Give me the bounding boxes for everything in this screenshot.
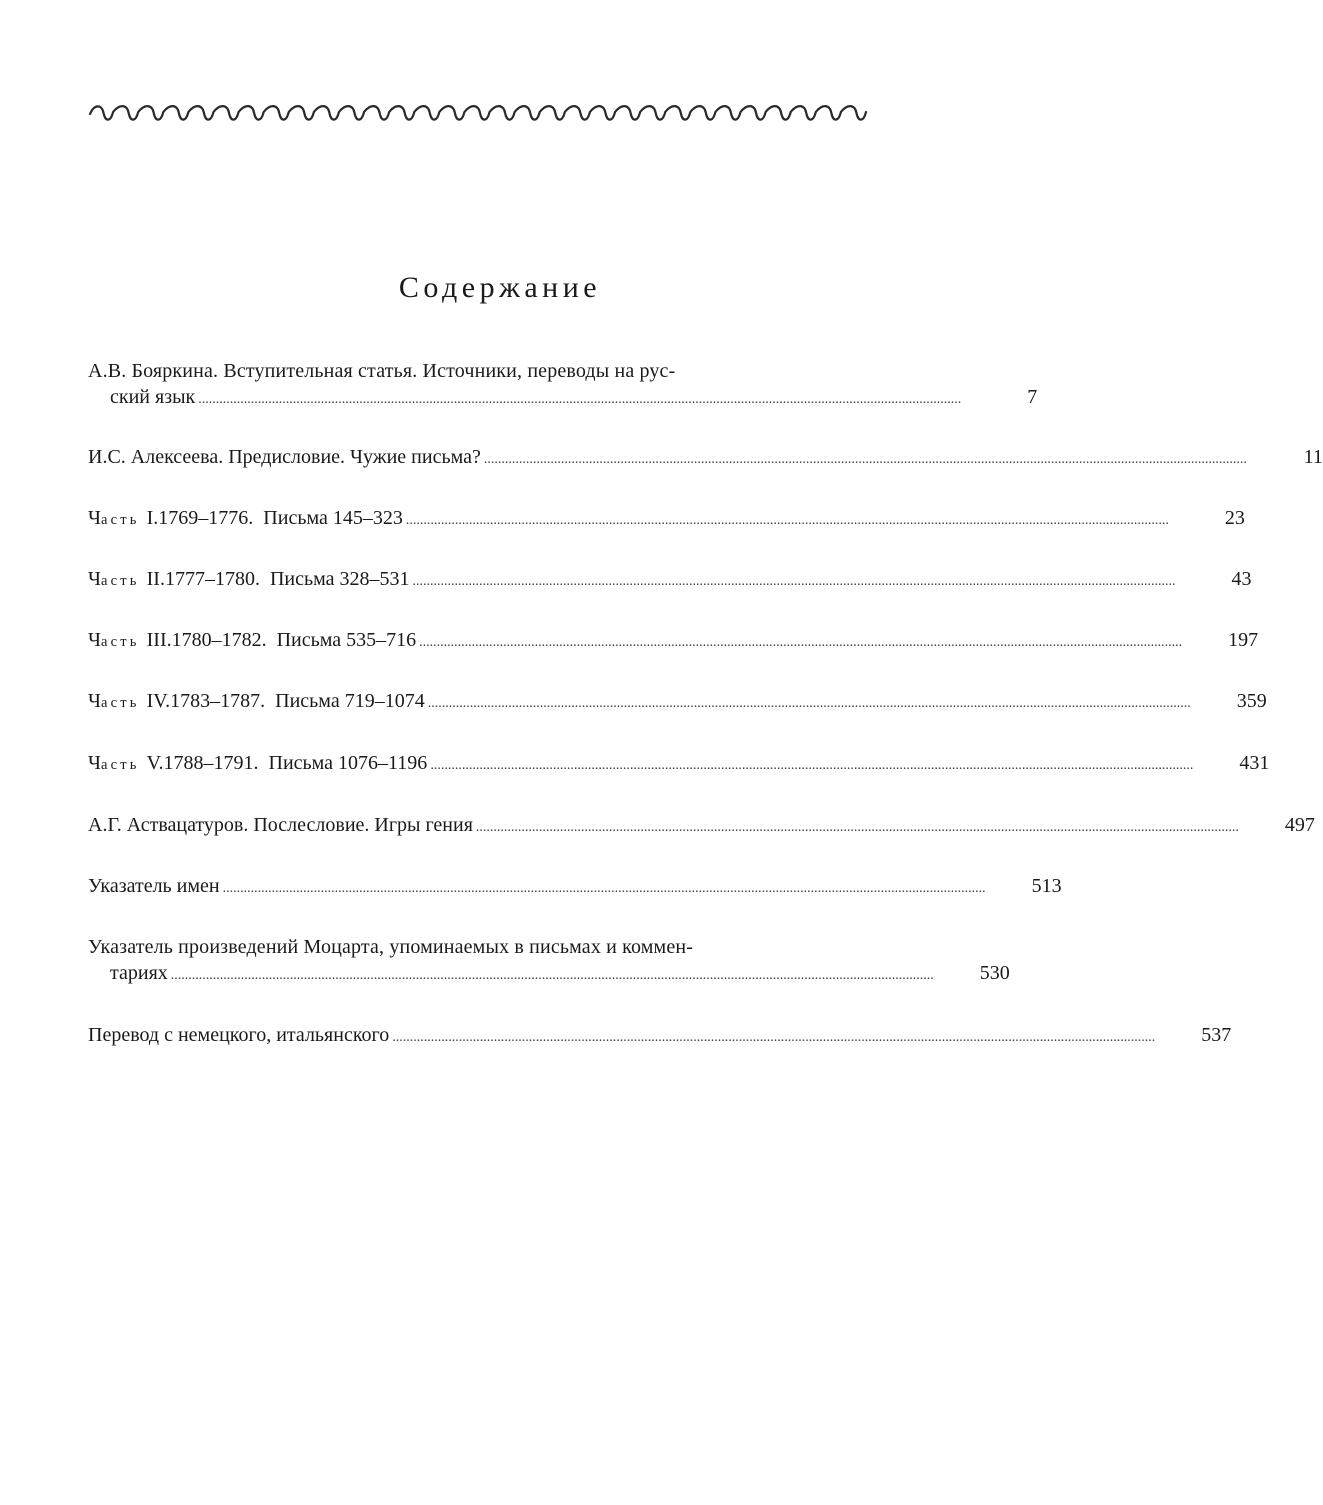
part-numeral: III.: [146, 629, 172, 651]
dot-leader: ..........................................................................................................................................................................................................................: [170, 968, 934, 983]
part-label-rest: асть: [101, 757, 140, 773]
part-label: [88, 688, 170, 716]
toc-entry-text: А.Г. Аствацатуров. Послесловие. Игры гения: [88, 814, 473, 836]
dot-leader: ..........................................................................................................................................................................................................................: [222, 881, 986, 896]
part-label-initial: Ч: [88, 568, 101, 590]
toc-entry-page: 431: [1239, 752, 1270, 774]
toc-entry-page: 197: [1228, 629, 1259, 651]
part-label-rest: асть: [101, 695, 140, 711]
part-label: [88, 566, 165, 594]
dot-leader: ..........................................................................................................................................................................................................................: [430, 758, 1194, 773]
decorative-wave-border: [88, 98, 866, 128]
toc-entry-part-1[interactable]: [88, 505, 1245, 534]
toc-entry-page: 497: [1284, 814, 1315, 836]
part-label: [88, 750, 164, 778]
part-numeral: II.: [146, 568, 165, 590]
toc-entry-intro[interactable]: [88, 358, 1038, 413]
part-label-rest: асть: [101, 573, 140, 589]
toc-entry-text-line1: А.В. Бояркина. Вступительная статья. Источники, переводы на рус-: [88, 360, 676, 382]
toc-entry-page: 530: [979, 962, 1010, 984]
toc-entry-page: 537: [1201, 1024, 1232, 1046]
toc-entry-page: 43: [1231, 568, 1252, 590]
toc-entry-text: ский язык: [110, 386, 196, 408]
toc-entry-page: 513: [1031, 875, 1062, 897]
part-numeral: V.: [146, 752, 164, 774]
page-title: Содержание: [398, 271, 602, 304]
dot-leader: ..........................................................................................................................................................................................................................: [475, 820, 1239, 835]
part-label-initial: Ч: [88, 690, 101, 712]
toc-entry-part-4[interactable]: [88, 688, 1267, 717]
dot-leader: ..........................................................................................................................................................................................................................: [483, 452, 1247, 467]
part-label-initial: Ч: [88, 752, 101, 774]
toc-entry-name-index[interactable]: [88, 873, 1062, 902]
part-label-initial: Ч: [88, 629, 101, 651]
toc-entry-preface[interactable]: [88, 444, 1323, 473]
part-numeral: IV.: [146, 690, 171, 712]
toc-entry-text: И.С. Алексеева. Предисловие. Чужие письма?: [88, 446, 481, 468]
toc-entry-translation[interactable]: [88, 1022, 1232, 1051]
part-label-rest: асть: [101, 634, 140, 650]
toc-entry-text: Перевод с немецкого, итальянского: [88, 1024, 390, 1046]
dot-leader: ..........................................................................................................................................................................................................................: [392, 1030, 1156, 1045]
toc-entry-text: 1777–1780. Письма 328–531: [164, 568, 410, 590]
toc-entry-part-2[interactable]: [88, 566, 1252, 595]
part-label-initial: Ч: [88, 507, 101, 529]
dot-leader: ..........................................................................................................................................................................................................................: [405, 513, 1169, 528]
dot-leader: ..........................................................................................................................................................................................................................: [419, 635, 1183, 650]
part-label-rest: асть: [101, 512, 140, 528]
toc-entry-part-3[interactable]: [88, 627, 1259, 656]
toc-entry-text: тариях: [110, 962, 168, 984]
toc-entry-text: 1780–1782. Письма 535–716: [171, 629, 417, 651]
dot-leader: ..........................................................................................................................................................................................................................: [427, 696, 1191, 711]
toc-entry-text-line1: Указатель произведений Моцарта, упоминаемых в письмах и коммен-: [88, 936, 694, 958]
toc-entry-afterword[interactable]: [88, 812, 1315, 841]
toc-entry-page: 7: [1027, 386, 1038, 408]
toc-entry-page: 359: [1236, 690, 1267, 712]
toc-entry-text: 1783–1787. Письма 719–1074: [170, 690, 425, 712]
toc-entry-page: 11: [1303, 446, 1323, 468]
toc-entry-text: 1769–1776. Письма 145–323: [158, 507, 403, 529]
part-label: [88, 627, 172, 655]
toc-entry-text: 1788–1791. Письма 1076–1196: [163, 752, 428, 774]
toc-entry-part-5[interactable]: [88, 750, 1270, 779]
part-numeral: I.: [146, 507, 159, 529]
toc-entry-works-index[interactable]: [88, 934, 1010, 989]
dot-leader: ..........................................................................................................................................................................................................................: [198, 392, 962, 407]
toc-entry-page: 23: [1224, 507, 1245, 529]
dot-leader: ..........................................................................................................................................................................................................................: [412, 574, 1176, 589]
toc-entry-text: Указатель имен: [88, 875, 220, 897]
part-label: [88, 505, 158, 533]
